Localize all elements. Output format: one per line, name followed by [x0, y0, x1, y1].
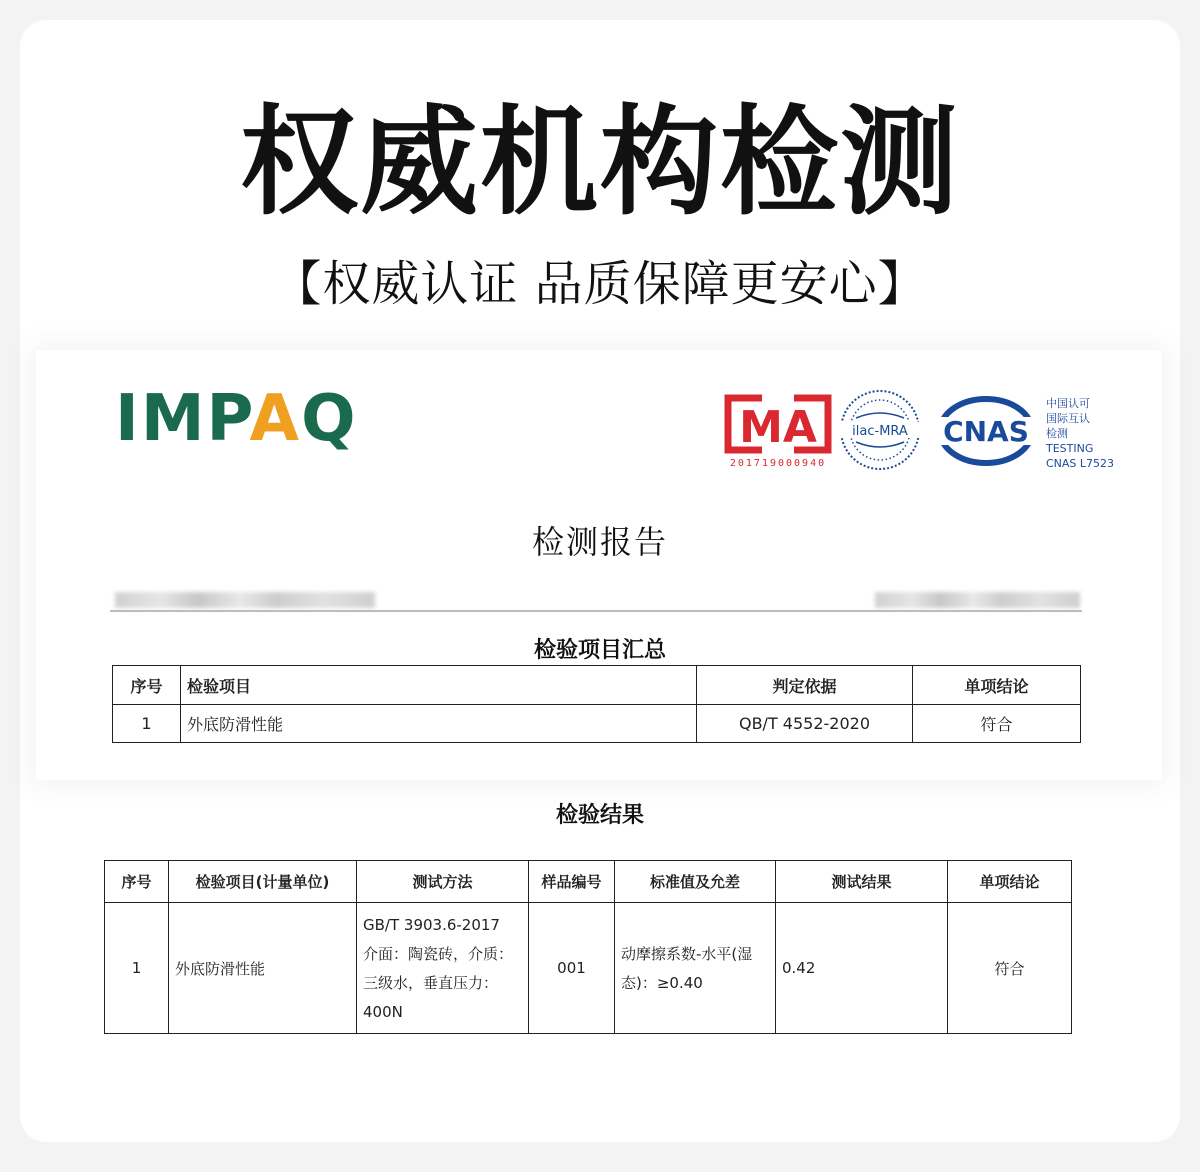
ilac-mra-logo-icon: [838, 388, 922, 472]
standard-line: 态)：≥0.40: [621, 974, 703, 992]
method-line: 400N: [363, 1003, 403, 1021]
column-header: 测试结果: [776, 861, 948, 903]
cnas-line: CNAS L7523: [1046, 457, 1115, 470]
table-cell: 外底防滑性能: [169, 903, 357, 1034]
table-cell: QB/T 4552-2020: [697, 705, 913, 743]
standard-value-cell: [615, 903, 776, 1034]
column-header: 序号: [113, 666, 181, 705]
method-line: 介面：陶瓷砖，介质：: [363, 945, 514, 963]
table-row: [113, 705, 1081, 743]
table-cell: 符合: [913, 705, 1081, 743]
table-row: [105, 903, 1072, 1034]
cma-number: 201719000940: [729, 458, 827, 469]
results-title: 检验结果: [555, 803, 644, 828]
method-line: 三级水，垂直压力：: [363, 974, 499, 992]
results-table: [104, 860, 1072, 1034]
cnas-logo-icon: [936, 395, 1036, 467]
cnas-line: 国际互认: [1046, 412, 1090, 425]
cnas-line: 检测: [1046, 427, 1068, 440]
column-header: 检验项目(计量单位): [169, 861, 357, 903]
test-method-cell: [357, 903, 529, 1034]
column-header: 判定依据: [697, 666, 913, 705]
column-header: 标准值及允差: [615, 861, 776, 903]
page-headline: 权威机构检测: [239, 93, 960, 231]
cnas-letters: CNAS: [943, 415, 1029, 448]
table-cell: 001: [529, 903, 615, 1034]
cnas-line: TESTING: [1046, 442, 1094, 455]
table-cell: 外底防滑性能: [181, 705, 697, 743]
table-cell: 1: [105, 903, 169, 1034]
cma-seal-icon: [722, 392, 834, 472]
cnas-accreditation-text: [1046, 396, 1114, 471]
table-cell: 0.42: [776, 903, 948, 1034]
redacted-report-date: [875, 592, 1080, 608]
redacted-report-number: [115, 592, 375, 608]
ilac-text: ilac-MRA: [852, 424, 908, 439]
results-header-row: [105, 861, 1072, 903]
page-subheadline: 【权威认证 品质保障更安心】: [273, 256, 927, 312]
table-cell: 1: [113, 705, 181, 743]
standard-line: 动摩擦系数-水平(湿: [621, 945, 753, 963]
report-title: 检测报告: [531, 523, 668, 561]
table-cell: 符合: [948, 903, 1072, 1034]
method-line: GB/T 3903.6-2017: [363, 916, 500, 934]
logo-text-prefix: IMP: [115, 382, 250, 456]
column-header: 检验项目: [181, 666, 697, 705]
cnas-line: 中国认可: [1046, 397, 1090, 410]
column-header: 序号: [105, 861, 169, 903]
logo-text-accent: A: [249, 382, 302, 456]
column-header: 测试方法: [357, 861, 529, 903]
summary-table: [112, 665, 1081, 743]
summary-header-row: [113, 666, 1081, 705]
column-header: 单项结论: [948, 861, 1072, 903]
header-divider: [110, 610, 1082, 612]
logo-text-suffix: Q: [301, 382, 358, 456]
cma-letters: MA: [739, 402, 817, 453]
column-header: 单项结论: [913, 666, 1081, 705]
impaq-logo: [115, 384, 357, 454]
summary-title: 检验项目汇总: [533, 638, 666, 663]
column-header: 样品编号: [529, 861, 615, 903]
